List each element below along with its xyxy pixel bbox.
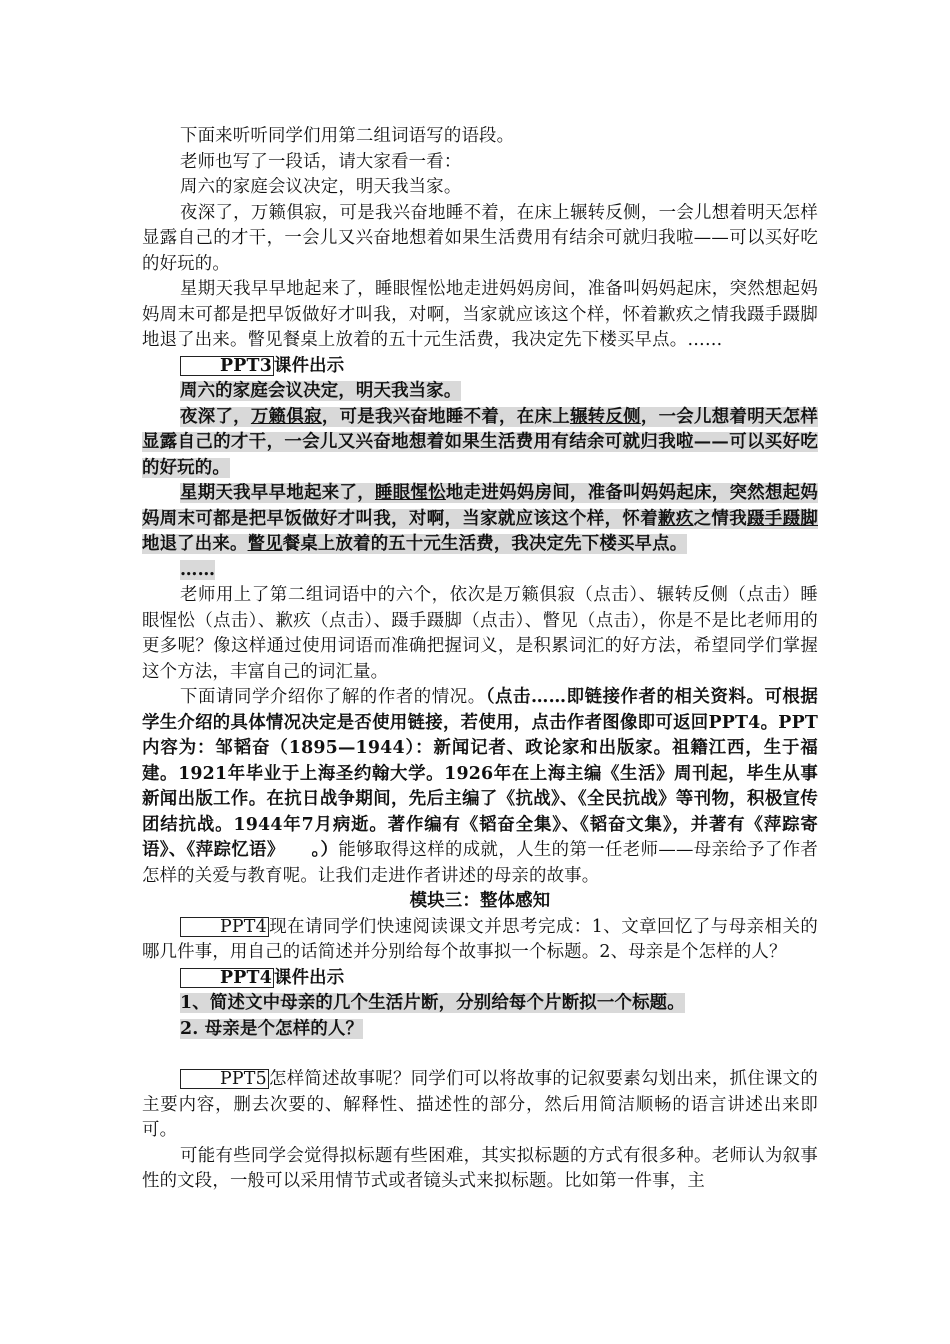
paragraph: PPT5 怎样简述故事呢？同学们可以将故事的记叙要素勾划出来，抓住课文的主要内容，删去次要的、解释性、描述性的部分，然后用简洁顺畅的语言讲述出来即可。 xyxy=(142,1069,818,1140)
teacher-note: （点击……即链接作者的相关资料。可根据学生介绍的具体情况决定是否使用链接，若使用，点击作者图像即可返回PPT4。PPT内容为：邹韬奋（1895—1944）：新闻记者、政论家和出版家。祖籍江西，生于福建。1921年毕业于上海圣约翰大学。1926年在上海主编《生活》周刊起，毕生从事新闻出版工作。在抗日战争期间，先后主编了《抗战》、《全民抗战》等刊物，积极宣传团结抗战。1944年7月病逝。著作编有《韬奋全集》、《韬奋文集》，并著有《萍踪寄语》、《萍踪忆语》 。） xyxy=(142,687,819,860)
paragraph: 老师也写了一段话，请大家看一看： xyxy=(180,151,462,172)
paragraph: 周六的家庭会议决定，明天我当家。 xyxy=(180,177,462,197)
paragraph: 星期天我早早地起来了，睡眼惺忪地走进妈妈房间，准备叫妈妈起床，突然想起妈妈周末可都是把早饭做好才叫我，对啊，当家就应该这个样，怀着歉疚之情我蹑手蹑脚地退了出来。瞥见餐桌上放着的五十元生活费，我决定先下楼买早点。…… xyxy=(142,279,818,350)
highlight-paragraph: 周六的家庭会议决定，明天我当家。 xyxy=(180,381,462,401)
highlight-paragraph: 星期天我早早地起来了，睡眼惺忪地走进妈妈房间，准备叫妈妈起床，突然想起妈妈周末可都是把早饭做好才叫我，对啊，当家就应该这个样，怀着歉疚之情我蹑手蹑脚地退了出来。瞥见餐桌上放着的五十元生活费，我决定先下楼买早点。 xyxy=(142,483,818,554)
ppt4-box: PPT4 xyxy=(180,968,274,988)
paragraph: 下面来听听同学们用第二组词语写的语段。 xyxy=(180,126,515,146)
paragraph: 夜深了，万籁俱寂，可是我兴奋地睡不着，在床上辗转反侧，一会儿想着明天怎样显露自己的才干，一会儿又兴奋地想着如果生活费用有结余可就归我啦——可以买好吃的好玩的。 xyxy=(142,202,818,274)
paragraph: PPT4 现在请同学们快速阅读课文并思考完成：1、文章回忆了与母亲相关的哪几件事，用自己的话简述并分别给每个故事拟一个标题。2、母亲是个怎样的人？ xyxy=(142,916,818,962)
ppt3-label: 课件出示 xyxy=(274,355,345,376)
underlined-word: 睡眼惺忪 xyxy=(374,483,446,503)
underlined-word: 辗转反侧 xyxy=(569,406,641,427)
paragraph: 下面请同学介绍你了解的作者的情况。（点击……即链接作者的相关资料。可根据学生介绍的具体情况决定是否使用链接，若使用，点击作者图像即可返回PPT4。PPT内容为：邹韬奋（1895—1944）：新闻记者、政论家和出版家。祖籍江西，生于福建。1921年毕业于上海圣约翰大学。1926年在上海主编《生活》周刊起，毕生从事新闻出版工作。在抗日战争期间，先后主编了《抗战》、《全民抗战》等刊物，积极宣传团结抗战。1944年7月病逝。著作编有《韬奋全集》、《韬奋文集》，并著有《萍踪寄语》、《萍踪忆语》 。）能够取得这样的成就，人生的第一任老师——母亲给予了作者怎样的关爱与教育呢。让我们走进作者讲述的母亲的故事。 xyxy=(142,687,819,886)
ppt3-box: PPT3 xyxy=(180,356,274,376)
ppt4-heading: PPT4 课件出示 xyxy=(142,966,818,992)
underlined-word: 瞥见 xyxy=(247,534,283,554)
ppt4-box: PPT4 xyxy=(180,917,269,937)
paragraph: 老师用上了第二组词语中的六个，依次是万籁俱寂（点击）、辗转反侧（点击）睡眼惺忪（点击）、歉疚（点击）、蹑手蹑脚（点击）、瞥见（点击），你是不是比老师用的更多呢？像这样通过使用词语而准确把握词义，是积累词汇的好方法，希望同学们掌握这个方法，丰富自己的词汇量。 xyxy=(142,585,818,682)
question-1: 1、简述文中母亲的几个生活片断，分别给每个片断拟一个标题。 xyxy=(180,993,685,1013)
highlight-paragraph: 夜深了，万籁俱寂，可是我兴奋地睡不着，在床上辗转反侧，一会儿想着明天怎样显露自己的才干，一会儿又兴奋地想着如果生活费用有结余可就归我啦——可以买好吃的好玩的。 xyxy=(142,406,818,478)
ppt3-heading xyxy=(142,354,818,380)
highlight-paragraph: …… xyxy=(180,559,216,580)
ppt5-box: PPT5 xyxy=(180,1069,269,1089)
blank-line xyxy=(142,1042,818,1067)
document-page xyxy=(142,124,818,1195)
paragraph: 可能有些同学会觉得拟标题有些困难，其实拟标题的方式有很多种。老师认为叙事性的文段，一般可以采用情节式或者镜头式来拟标题。比如第一件事，主 xyxy=(142,1145,818,1191)
underlined-word: 蹑手蹑脚 xyxy=(747,508,818,529)
underlined-word: 歉疚 xyxy=(658,508,694,529)
section-title: 模块三：整体感知 xyxy=(409,891,551,911)
question-2: 2. 母亲是个怎样的人？ xyxy=(180,1018,364,1039)
underlined-word: 万籁俱寂 xyxy=(250,406,322,427)
